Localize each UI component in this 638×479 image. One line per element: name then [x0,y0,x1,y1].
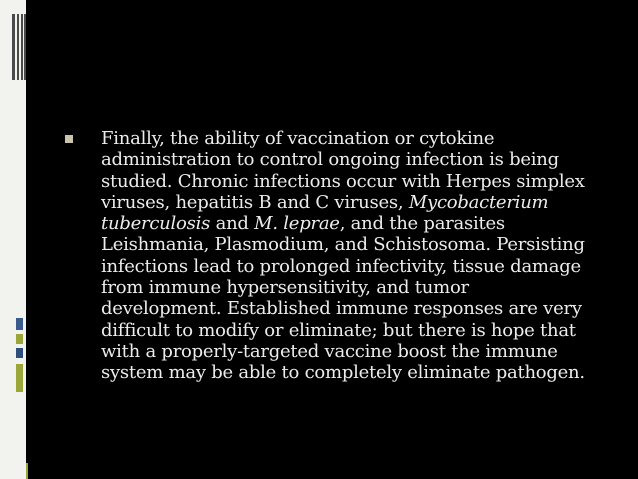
left-decorative-strip [0,0,26,479]
decorative-color-blocks [16,318,24,394]
body-paragraph [80,128,592,384]
italic-m-leprae: M. leprae [254,213,340,235]
decorative-bottom-line [26,463,28,479]
italic-mycobacterium-tuberculosis: Mycobacterium tuberculosis [101,191,549,235]
slide-body [80,128,592,384]
paragraph-text-2: and [210,213,255,235]
paragraph-text-3: , and the parasites Leishmania, Plasmodium, and Schistosoma. Persisting infections lead to prolonged infectivity, tissue damage from immune hypersensitivity, and tumor development. Established immune responses are very difficult to modify or eliminate; but there is hope that with a properly-targeted vaccine boost the immune system may be able to completely eliminate pathogen. [101,213,585,384]
bullet-square-icon [65,135,73,143]
decorative-vertical-lines [12,14,26,80]
paragraph-text-1: Finally, the ability of vaccination or cytokine administration to control ongoing infection is being studied. Chronic infections occur with Herpes simplex viruses, hepatitis B and C viruses, [101,128,585,213]
